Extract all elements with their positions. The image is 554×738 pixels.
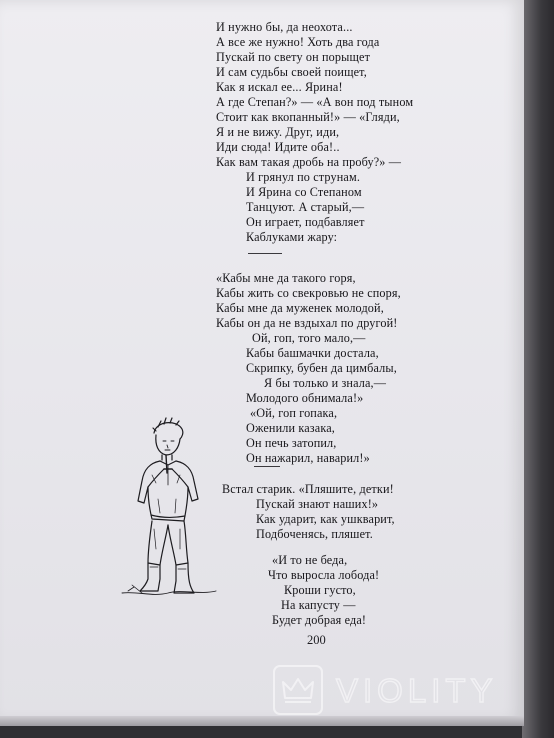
poem-line: На капусту — xyxy=(281,598,356,612)
book-edge-shadow xyxy=(522,0,554,738)
poem-line: Как я искал ее... Ярина! xyxy=(216,80,343,94)
poem-line: Он нажарил, наварил!» xyxy=(246,451,370,465)
poem-line: Пускай знают наших!» xyxy=(256,497,379,511)
poem-line: И грянул по струнам. xyxy=(246,170,361,184)
poem-line: Как ударит, как ушкварит, xyxy=(256,512,395,526)
poem-line: Кроши густо, xyxy=(284,583,356,597)
poem-line: Ой, гоп, того мало,— xyxy=(252,331,366,345)
poem-line: «Кабы мне да такого горя, xyxy=(216,271,356,285)
poem-line: И нужно бы, да неохота... xyxy=(216,20,353,34)
poem-line: Скрипку, бубен да цимбалы, xyxy=(246,361,397,375)
poem-line: Встал старик. «Пляшите, детки! xyxy=(222,482,394,496)
poem-line: Что выросла лобода! xyxy=(268,568,380,582)
poem-line: «И то не беда, xyxy=(272,553,348,567)
poem-line: Я бы только и знала,— xyxy=(264,376,387,390)
poem-line: Будет добрая еда! xyxy=(272,613,367,627)
poem-line: И сам судьбы своей поищет, xyxy=(216,65,367,79)
poem-line: А все же нужно! Хоть два года xyxy=(216,35,380,49)
poem-line: Я и не вижу. Друг, иди, xyxy=(216,125,340,139)
poem-line: Кабы он да не вздыхал по другой! xyxy=(216,316,398,330)
poem-line: Пускай по свету он порыщет xyxy=(216,50,371,64)
watermark xyxy=(272,664,532,720)
page-number: 200 xyxy=(307,633,326,647)
boy-illustration xyxy=(118,415,218,605)
poem-line: Он играет, подбавляет xyxy=(246,215,365,229)
poem-line: «Ой, гоп гопака, xyxy=(250,406,338,420)
poem-line: Кабы жить со свекровью не споря, xyxy=(216,286,401,300)
poem-line: Иди сюда! Идите оба!.. xyxy=(216,140,340,154)
poem-line: Танцуют. А старый,— xyxy=(246,200,365,214)
crown-icon xyxy=(272,664,324,716)
poem-line: Оженили казака, xyxy=(246,421,335,435)
poem-line: Каблуками жару: xyxy=(246,230,338,244)
poem-line: Стоит как вкопанный!» — «Гляди, xyxy=(216,110,400,124)
section-divider xyxy=(248,253,282,254)
poem-line: Как вам такая дробь на пробу?» — xyxy=(216,155,402,169)
poem-line: И Ярина со Степаном xyxy=(246,185,362,199)
poem-line: А где Степан?» — «А вон под тыном xyxy=(216,95,414,109)
watermark-text: VIOLITY xyxy=(336,672,498,709)
poem-line: Кабы башмачки достала, xyxy=(246,346,379,360)
poem-line: Он печь затопил, xyxy=(246,436,337,450)
poem-line: Кабы мне да муженек молодой, xyxy=(216,301,384,315)
poem-line: Молодого обнимала!» xyxy=(246,391,364,405)
section-divider xyxy=(254,466,280,467)
poem-line: Подбоченясь, пляшет. xyxy=(256,527,373,541)
